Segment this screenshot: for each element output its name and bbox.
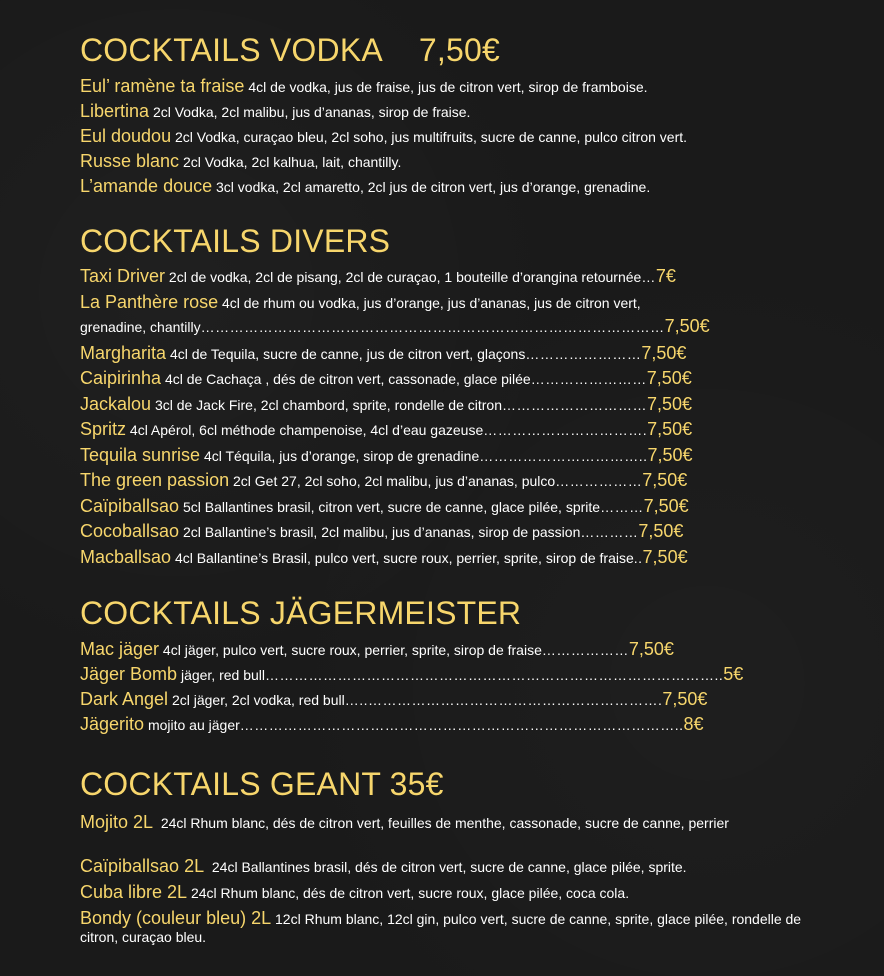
- item-dots: …………: [580, 524, 639, 540]
- item-desc: 2cl Ballantine’s brasil, 2cl malibu, jus d’ananas, sirop de passion: [182, 524, 581, 540]
- item-name: Dark Angel: [80, 689, 169, 709]
- item-name: Mojito 2L: [80, 812, 154, 832]
- menu-item: [80, 445, 693, 465]
- menu-item: [80, 76, 648, 96]
- item-price: 7,50€: [647, 419, 693, 439]
- item-name: La Panthère rose: [80, 292, 219, 312]
- item-desc: 24cl Rhum blanc, dés de citron vert, sucre roux, glace pilée, coca cola.: [190, 885, 630, 901]
- menu-item: [80, 151, 401, 171]
- section-jagermeister: [80, 595, 870, 734]
- item-desc: 24cl Ballantines brasil, dés de citron vert, sucre de canne, glace pilée, sprite.: [211, 859, 687, 875]
- item-desc: 24cl Rhum blanc, dés de citron vert, feuilles de menthe, cassonade, sucre de canne, perrier: [160, 815, 729, 831]
- menu-item: [80, 856, 687, 876]
- item-name: Caïpiballsao: [80, 496, 180, 516]
- item-name: Jägerito: [80, 714, 145, 734]
- section-geant: [80, 766, 870, 945]
- item-desc: 2cl jäger, 2cl vodka, red bull: [171, 692, 345, 708]
- menu-item: [80, 419, 692, 439]
- menu-item: [80, 496, 689, 516]
- item-dots: …………………………….: [483, 422, 648, 438]
- menu-item: [80, 394, 692, 414]
- menu-item: [80, 812, 810, 832]
- item-name: Jackalou: [80, 394, 152, 414]
- menu-item: [80, 689, 707, 709]
- item-name: Cocoballsao: [80, 521, 180, 541]
- menu-item: [80, 176, 650, 196]
- item-price: 7,50€: [646, 394, 693, 414]
- item-dots: ………………………………………………………………………………..: [239, 717, 684, 733]
- item-desc: 2cl Vodka, 2cl malibu, jus d’ananas, sirop de fraise.: [152, 104, 471, 120]
- item-price: 7,50€: [664, 316, 710, 336]
- item-desc: 2cl Vodka, curaçao bleu, 2cl soho, jus multifruits, sucre de canne, pulco citron vert.: [174, 129, 688, 145]
- item-desc: mojito au jäger: [147, 717, 240, 733]
- item-desc: 3cl de Jack Fire, 2cl chambord, sprite, rondelle de citron: [154, 397, 502, 413]
- item-name: Spritz: [80, 419, 127, 439]
- section-title-text: COCKTAILS JÄGERMEISTER: [80, 595, 522, 631]
- item-name: Caipirinha: [80, 368, 162, 388]
- menu-item: [80, 126, 687, 146]
- item-dots: …………………………………………………………………………………..: [265, 667, 724, 683]
- item-price: 7,50€: [642, 547, 688, 567]
- menu-item: [80, 292, 641, 312]
- menu-item: [80, 664, 743, 684]
- item-desc: 4cl de Tequila, sucre de canne, jus de citron vert, glaçons: [169, 346, 526, 362]
- item-price: 7,50€: [646, 368, 692, 388]
- section-title: [80, 766, 870, 802]
- item-name: L’amande douce: [80, 176, 213, 196]
- item-price: 7,50€: [662, 689, 708, 709]
- item-dots: …………………………: [501, 397, 647, 413]
- item-name: Libertina: [80, 101, 150, 121]
- section-title-text: COCKTAILS GEANT 35€: [80, 766, 444, 802]
- menu-item: [80, 547, 688, 567]
- item-desc: 2cl Vodka, 2cl kalhua, lait, chantilly.: [182, 154, 402, 170]
- item-desc: 4cl jäger, pulco vert, sucre roux, perrier, sprite, sirop de fraise: [162, 642, 542, 658]
- section-title: [80, 32, 870, 68]
- item-name: Jäger Bomb: [80, 664, 178, 684]
- menu-item: [80, 521, 683, 541]
- item-name: Bondy (couleur bleu) 2L: [80, 908, 272, 928]
- item-name: Margharita: [80, 343, 167, 363]
- item-dots: …..…………………………………………………….: [344, 692, 663, 708]
- menu-item-continued: [80, 316, 710, 336]
- item-name: The green passion: [80, 470, 230, 490]
- section-title: [80, 595, 870, 631]
- item-dots: ..: [633, 550, 643, 566]
- item-desc: 4cl de rhum ou vodka, jus d’orange, jus d’ananas, jus de citron vert,: [221, 295, 641, 311]
- menu-item: [80, 343, 686, 363]
- item-name: Eul’ ramène ta fraise: [80, 76, 245, 96]
- item-price: 7,50€: [638, 521, 684, 541]
- item-name: Taxi Driver: [80, 266, 166, 286]
- item-desc-continued: grenadine, chantilly: [80, 319, 201, 335]
- item-price: 7,50€: [647, 445, 693, 465]
- item-desc: 12cl Rhum blanc, 12cl gin, pulco vert, sucre de canne, sprite, glace pilée, rondelle de citron, curaçao bleu.: [80, 911, 802, 945]
- item-price: 5€: [723, 664, 744, 684]
- item-dots: ……………………………………………………………………………………: [200, 319, 665, 335]
- item-dots: ………………: [541, 642, 629, 658]
- item-price: 8€: [683, 714, 704, 734]
- item-dots: ……………………………..: [479, 448, 648, 464]
- item-dots: ………: [600, 499, 644, 515]
- item-price: 7,50€: [628, 639, 674, 659]
- item-desc: 4cl de vodka, jus de fraise, jus de citron vert, sirop de framboise.: [248, 79, 648, 95]
- item-price: 7,50€: [641, 343, 687, 363]
- item-desc: 3cl vodka, 2cl amaretto, 2cl jus de citron vert, jus d’orange, grenadine.: [216, 179, 651, 195]
- item-desc: 4cl Téquila, jus d’orange, sirop de grenadine: [203, 448, 480, 464]
- menu-item: [80, 470, 687, 490]
- item-name: Tequila sunrise: [80, 445, 201, 465]
- section-vodka: [80, 32, 870, 196]
- item-dots: …: [641, 269, 656, 285]
- section-title: [80, 223, 870, 259]
- section-title-text: COCKTAILS DIVERS: [80, 223, 391, 259]
- section-title-text: COCKTAILS VODKA: [80, 32, 383, 68]
- section-divers: [80, 223, 870, 567]
- item-name: Mac jäger: [80, 639, 160, 659]
- item-dots: ………………: [555, 473, 643, 489]
- item-name: Russe blanc: [80, 151, 180, 171]
- item-desc: 5cl Ballantines brasil, citron vert, sucre de canne, glace pilée, sprite: [182, 499, 601, 515]
- item-desc: 4cl Apérol, 6cl méthode champenoise, 4cl d’eau gazeuse: [129, 422, 484, 438]
- menu-item: [80, 101, 470, 121]
- item-name: Caïpiballsao 2L: [80, 856, 205, 876]
- item-name: Macballsao: [80, 547, 172, 567]
- item-price: 7,50€: [642, 470, 688, 490]
- menu-item: [80, 714, 704, 734]
- menu-item: [80, 639, 674, 659]
- item-name: Eul doudou: [80, 126, 172, 146]
- item-desc: jäger, red bull: [180, 667, 266, 683]
- menu-item: [80, 266, 676, 286]
- item-dots: ……………………: [525, 346, 642, 362]
- menu-item: [80, 882, 629, 902]
- menu-item: [80, 908, 810, 946]
- item-desc: 2cl Get 27, 2cl soho, 2cl malibu, jus d’ananas, pulco: [233, 473, 556, 489]
- section-price: 7,50€: [418, 32, 500, 68]
- item-desc: 4cl Ballantine’s Brasil, pulco vert, sucre roux, perrier, sprite, sirop de fraise: [174, 550, 634, 566]
- menu-item: [80, 368, 692, 388]
- item-price: 7,50€: [643, 496, 689, 516]
- item-dots: ……………………: [530, 371, 647, 387]
- item-desc: 2cl de vodka, 2cl de pisang, 2cl de curaçao, 1 bouteille d’orangina retournée: [168, 269, 642, 285]
- item-name: Cuba libre 2L: [80, 882, 188, 902]
- item-price: 7€: [655, 266, 676, 286]
- item-desc: 4cl de Cachaça , dés de citron vert, cassonade, glace pilée: [164, 371, 531, 387]
